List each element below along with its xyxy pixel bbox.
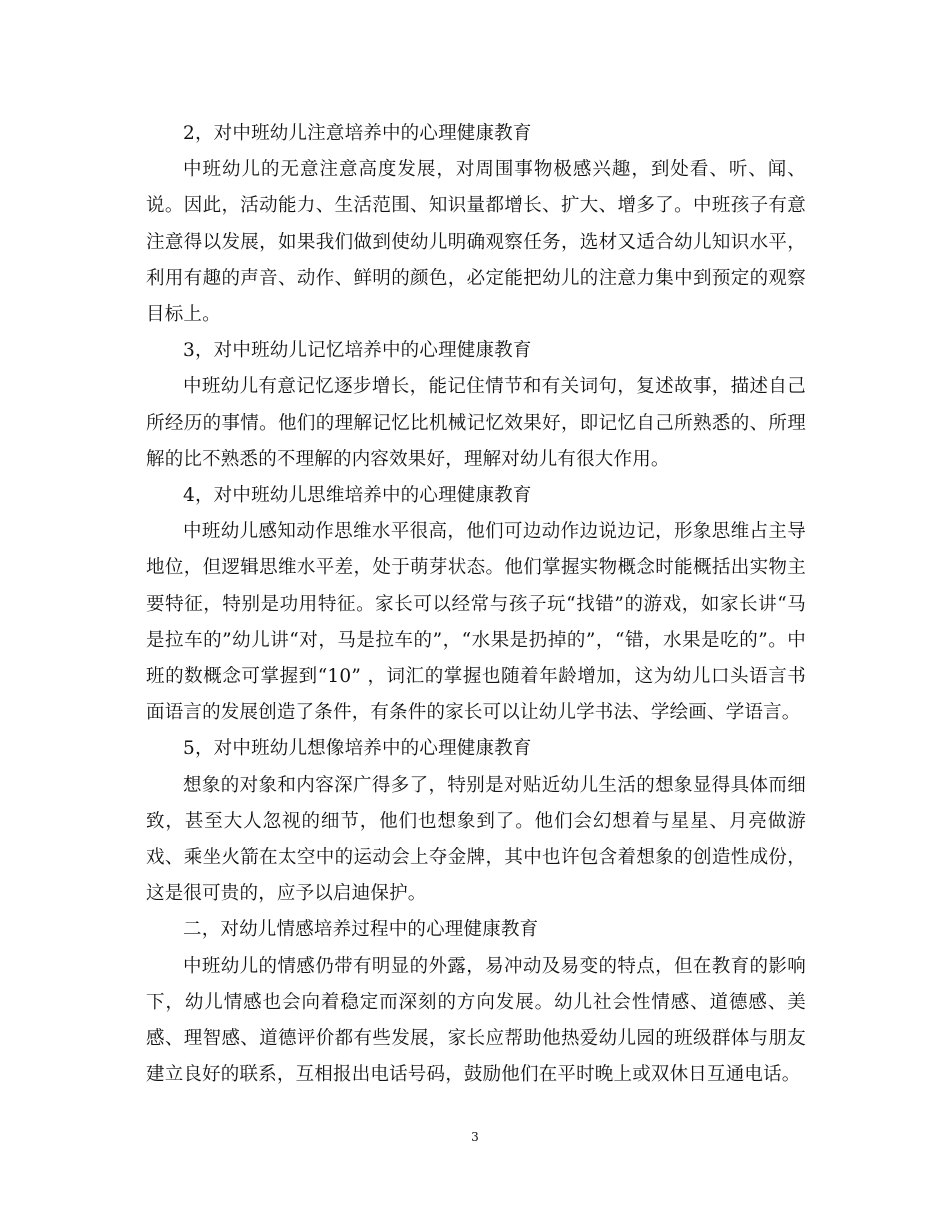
heading-emotion: 二，对幼儿情感培养过程中的心理健康教育 bbox=[183, 919, 539, 941]
paragraph-emotion: 中班幼儿的情感仍带有明显的外露，易冲动及易变的特点，但在教育的影响下，幼儿情感也会向着稳定而深刻的方向发展。幼儿社会性情感、道德感、美感、理智感、道德评价都有些发展，家长应帮助他热爱幼儿园的班级群体与朋友建立良好的联系，互相报出电话号码，鼓励他们在平时晚上或双休日互通电话。 bbox=[146, 955, 806, 1086]
heading-memory: 3，对中班幼儿记忆培养中的心理健康教育 bbox=[183, 340, 532, 362]
paragraph-thinking: 中班幼儿感知动作思维水平很高，他们可边动作边说边记，形象思维占主导地位，但逻辑思维水平差，处于萌芽状态。他们掌握实物概念时能概括出实物主要特征，特别是功用特征。家长可以经常与孩子玩“找错”的游戏，如家长讲“马是拉车的”幼儿讲“对，马是拉车的”，“水果是扔掉的”，“错，水果是吃的”。中班的数概念可掌握到“10” ，词汇的掌握也随着年龄增加，这为幼儿口头语言书面语言的发展创造了条件，有条件的家长可以让幼儿学书法、学绘画、学语言。 bbox=[146, 521, 806, 724]
page-number: 3 bbox=[471, 1130, 479, 1144]
paragraph-memory: 中班幼儿有意记忆逐步增长，能记住情节和有关词句，复述故事，描述自己所经历的事情。他们的理解记忆比机械记忆效果好，即记忆自己所熟悉的、所理解的比不熟悉的不理解的内容效果好，理解对幼儿有很大作用。 bbox=[146, 376, 806, 470]
body-text bbox=[146, 116, 806, 1093]
paragraph-attention: 中班幼儿的无意注意高度发展，对周围事物极感兴趣，到处看、听、闻、说。因此，活动能力、生活范围、知识量都增长、扩大、增多了。中班孩子有意注意得以发展，如果我们做到使幼儿明确观察任务，选材又适合幼儿知识水平，利用有趣的声音、动作、鲜明的颜色，必定能把幼儿的注意力集中到预定的观察目标上。 bbox=[146, 159, 806, 326]
paragraph-imagination: 想象的对象和内容深广得多了，特别是对贴近幼儿生活的想象显得具体而细致，甚至大人忽视的细节，他们也想象到了。他们会幻想着与星星、月亮做游戏、乘坐火箭在太空中的运动会上夺金牌，其中也许包含着想象的创造性成份，这是很可贵的，应予以启迪保护。 bbox=[146, 774, 806, 905]
heading-imagination: 5，对中班幼儿想像培养中的心理健康教育 bbox=[183, 738, 532, 760]
heading-thinking: 4，对中班幼儿思维培养中的心理健康教育 bbox=[183, 485, 532, 507]
heading-attention: 2，对中班幼儿注意培养中的心理健康教育 bbox=[183, 123, 532, 144]
